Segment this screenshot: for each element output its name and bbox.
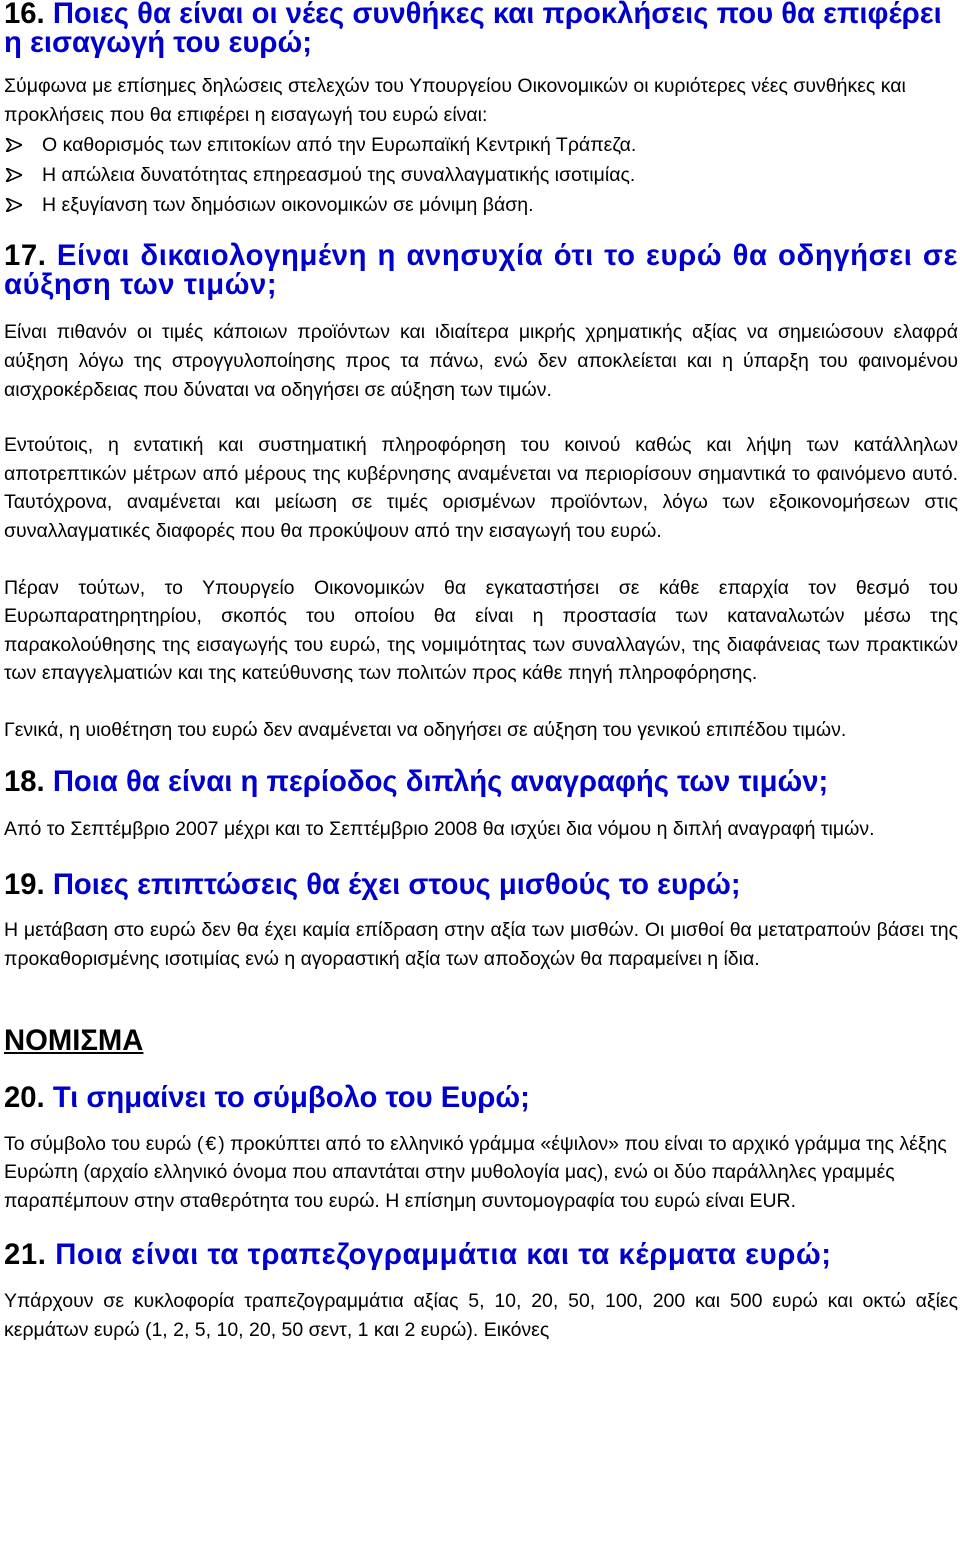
question-17-title: Είναι δικαιολογημένη η ανησυχία ότι το ευρώ θα οδηγήσει σε αύξηση των τιμών;	[4, 240, 958, 301]
question-19-title: Ποιες επιπτώσεις θα έχει στους μισθούς το ευρώ;	[52, 868, 741, 901]
question-18-title: Ποια θα είναι η περίοδος διπλής αναγραφής των τιμών;	[52, 766, 829, 799]
question-16-bullet-list	[4, 131, 958, 219]
list-item	[4, 161, 958, 190]
bullet-text: Η απώλεια δυνατότητας επηρεασμού της συναλλαγματικής ισοτιμίας.	[42, 163, 636, 186]
bullet-text: Ο καθορισμός των επιτοκίων από την Ευρωπαϊκή Κεντρική Τράπεζα.	[42, 134, 637, 157]
question-17-paragraph-1: Είναι πιθανόν οι τιμές κάποιων προϊόντων και ιδιαίτερα μικρής χρηματικής αξίας να σημειώσουν ελαφρά αύξηση λόγω της στρογγυλοποίησης προς τα πάνω, ενώ δεν αποκλείεται και η ύπαρξη του φαινομένου αισχροκέρδειας που δύναται να οδηγήσει σε αύξηση των τιμών.	[4, 321, 958, 401]
euro-symbol: €	[205, 1132, 217, 1155]
question-17-heading	[4, 242, 958, 299]
question-17-number: 17.	[4, 240, 47, 273]
question-17-paragraph-2: Εντούτοις, η εντατική και συστηματική πληροφόρηση του κοινού καθώς και λήψη των κατάλληλων αποτρεπτικών μέτρων από μέρους της κυβέρνησης αναμένεται να περιορίσουν σημαντικά το φαινόμενο αυτό. Ταυτόχρονα, αναμένεται και μείωση σε τιμές ορισμένων προϊόντων, λόγω των εξοικονομήσεων στις συναλλαγματικές διαφορές που θα προκύψουν από την εισαγωγή του ευρώ.	[4, 434, 958, 542]
question-19-heading	[4, 868, 958, 901]
list-item	[4, 131, 958, 160]
question-18-paragraph: Από το Σεπτέμβριο 2007 μέχρι και το Σεπτέμβριο 2008 θα ισχύει δια νόμου η διπλή αναγραφή τιμών.	[4, 818, 875, 841]
question-19-paragraph: Η μετάβαση στο ευρώ δεν θα έχει καμία επίδραση στην αξία των μισθών. Οι μισθοί θα μετατραπούν βάσει της προκαθορισμένης ισοτιμίας ενώ η αγοραστική αξία των αποδοχών θα παραμείνει η ίδια.	[4, 919, 958, 970]
bullet-text: Η εξυγίανση των δημόσιων οικονομικών σε μόνιμη βάση.	[42, 193, 534, 216]
question-19-number: 19.	[4, 868, 45, 901]
question-20-heading	[4, 1084, 958, 1113]
question-21-paragraph: Υπάρχουν σε κυκλοφορία τραπεζογραμμάτια αξίας 5, 10, 20, 50, 100, 200 και 500 ευρώ και οκτώ αξίες κερμάτων ευρώ (1, 2, 5, 10, 20, 50 σεντ, 1 και 2 ευρώ). Εικόνες	[4, 1290, 958, 1341]
arrowhead-bullet-icon	[6, 168, 22, 182]
arrowhead-bullet-icon	[6, 138, 22, 152]
question-20-number: 20.	[4, 1082, 45, 1115]
question-16-title: Ποιες θα είναι οι νέες συνθήκες και προκλήσεις που θα επιφέρει η εισαγωγή του ευρώ;	[4, 0, 942, 59]
question-20-paragraph	[4, 1130, 958, 1216]
euro-text-before: Το σύμβολο του ευρώ (	[4, 1132, 204, 1155]
question-21-title: Ποια είναι τα τραπεζογραμμάτια και τα κέρματα ευρώ;	[55, 1239, 832, 1272]
question-21-heading	[4, 1241, 958, 1270]
question-16-number: 16.	[4, 0, 45, 30]
section-heading-currency: ΝΟΜΙΣΜΑ	[4, 1025, 144, 1058]
question-17-paragraph-4: Γενικά, η υιοθέτηση του ευρώ δεν αναμένεται να οδηγήσει σε αύξηση του γενικού επιπέδου τιμών.	[4, 718, 847, 741]
document-page	[4, 0, 958, 1344]
question-17-paragraph-3: Πέραν τούτων, το Υπουργείο Οικονομικών θα εγκαταστήσει σε κάθε επαρχία τον θεσμό του Ευρωπαρατηρητηρίου, σκοπός του οποίου θα είναι η προστασία των καταναλωτών μέσω της παρακολούθησης της εισαγωγής του ευρώ, της νομιμότητας των συναλλαγών, της διαφάνειας των πρακτικών των επαγγελματιών και της κατεύθυνσης των πολιτών προς κάθε πηγή πληροφόρησης.	[4, 576, 958, 685]
question-18-heading	[4, 768, 958, 797]
question-16-heading	[4, 0, 958, 57]
question-20-title: Τι σημαίνει το σύμβολο του Ευρώ;	[52, 1082, 530, 1115]
euro-text-after: ) προκύπτει από το ελληνικό γράμμα «έψιλον» που είναι το αρχικό γράμμα της λέξης Ευρώπη (αρχαίο ελληνικό όνομα που απαντάται στην μυθολογία μας), ενώ οι δύο παράλληλες γραμμές παραπέμπουν στην σταθερότητα του ευρώ. Η επίσημη συντομογραφία του ευρώ είναι EUR.	[4, 1132, 947, 1212]
question-16-intro: Σύμφωνα με επίσημες δηλώσεις στελεχών του Υπουργείου Οικονομικών οι κυριότερες νέες συνθήκες και προκλήσεις που θα επιφέρει η εισαγωγή του ευρώ είναι:	[4, 75, 906, 126]
question-18-number: 18.	[4, 766, 45, 799]
arrowhead-bullet-icon	[6, 198, 22, 212]
list-item	[4, 191, 958, 220]
question-21-number: 21.	[4, 1239, 47, 1272]
